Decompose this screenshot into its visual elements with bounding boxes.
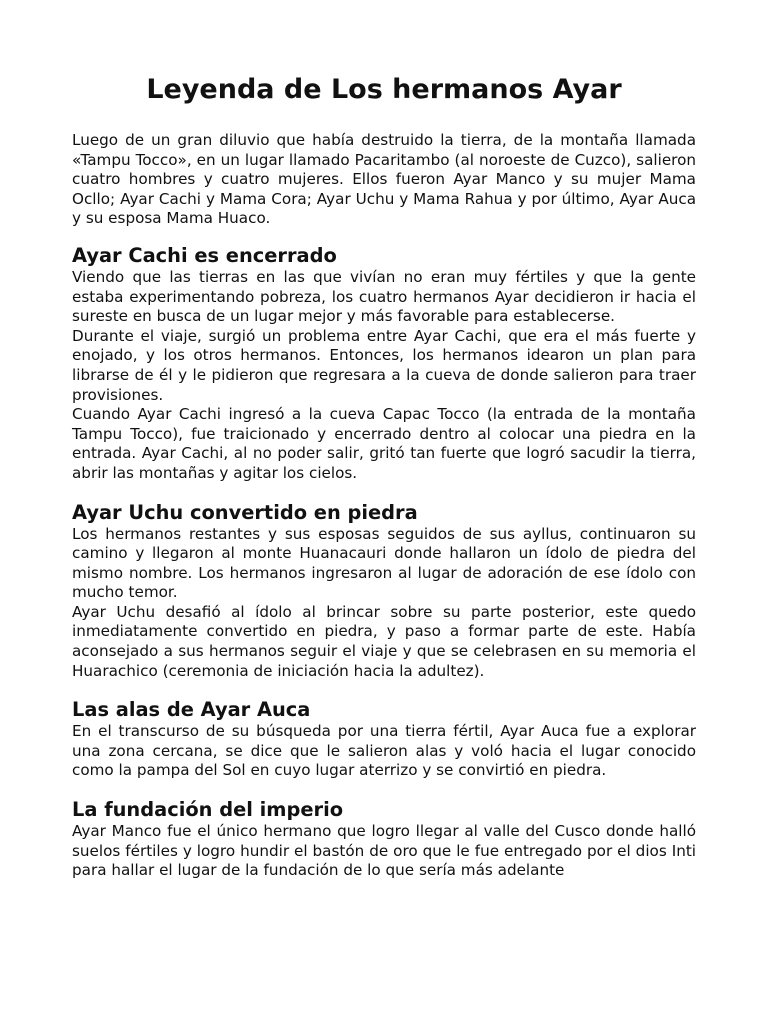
section-heading: La fundación del imperio [72,798,344,822]
section-paragraph: Los hermanos restantes y sus esposas seguidos de sus ayllus, continuaron su camino y llegaron al monte Huanacauri donde hallaron un ídolo de piedra del mismo nombre. Los hermanos ingresaron al lugar de adoración de ese ídolo con mucho temor. [72,524,696,602]
section-ayar-uchu [72,501,696,682]
intro-paragraph: Luego de un gran diluvio que había destruido la tierra, de la montaña llamada «Tampu Tocco», en un lugar llamado Pacaritambo (al noroeste de Cuzco), salieron cuatro hombres y cuatro mujeres. Ellos fueron Ayar Manco y su mujer Mama Ocllo; Ayar Cachi y Mama Cora; Ayar Uchu y Mama Rahua y por último, Ayar Auca y su esposa Mama Huaco. [72,131,696,228]
section-heading: Ayar Cachi es encerrado [72,243,337,267]
section-paragraph: En el transcurso de su búsqueda por una tierra fértil, Ayar Auca fue a explorar una zona cercana, se dice que le salieron alas y voló hacia el lugar conocido como la pampa del Sol en cuyo lugar aterrizo y se convirtió en piedra. [72,722,696,780]
section-heading: Las alas de Ayar Auca [72,698,311,722]
section-paragraph: Viendo que las tierras en las que vivían no eran muy fértiles y que la gente estaba experimentando pobreza, los cuatro hermanos Ayar decidieron ir hacia el sureste en busca de un lugar mejor y más favorable para establecerse. [72,267,696,326]
section-paragraph: Ayar Manco fue el único hermano que logro llegar al valle del Cusco donde halló suelos fértiles y logro hundir el bastón de oro que le fue entregado por el dios Inti para hallar el lugar de la fundación de lo que sería más adelante [72,822,696,880]
section-ayar-auca [72,698,696,781]
document-title: Leyenda de Los hermanos Ayar [146,74,622,105]
section-heading: Ayar Uchu convertido en piedra [72,500,418,524]
section-paragraph: Durante el viaje, surgió un problema entre Ayar Cachi, que era el más fuerte y enojado, y los otros hermanos. Entonces, los hermanos idearon un plan para librarse de él y le pidieron que regresara a la cueva de donde salieron para traer provisiones. [72,326,696,404]
document-page [72,70,696,881]
section-ayar-cachi [72,244,696,484]
section-paragraph: Cuando Ayar Cachi ingresó a la cueva Capac Tocco (la entrada de la montaña Tampu Tocco), fue traicionado y encerrado dentro al colocar una piedra en la entrada. Ayar Cachi, al no poder salir, gritó tan fuerte que logró sacudir la tierra, abrir las montañas y agitar los cielos. [72,405,696,482]
section-paragraph: Ayar Uchu desafió al ídolo al brincar sobre su parte posterior, este quedo inmediatamente convertido en piedra, y paso a formar parte de este. Había aconsejado a sus hermanos seguir el viaje y que se celebrasen en su memoria el Huarachico (ceremonia de iniciación hacia la adultez). [72,602,696,680]
section-fundacion [72,798,696,881]
